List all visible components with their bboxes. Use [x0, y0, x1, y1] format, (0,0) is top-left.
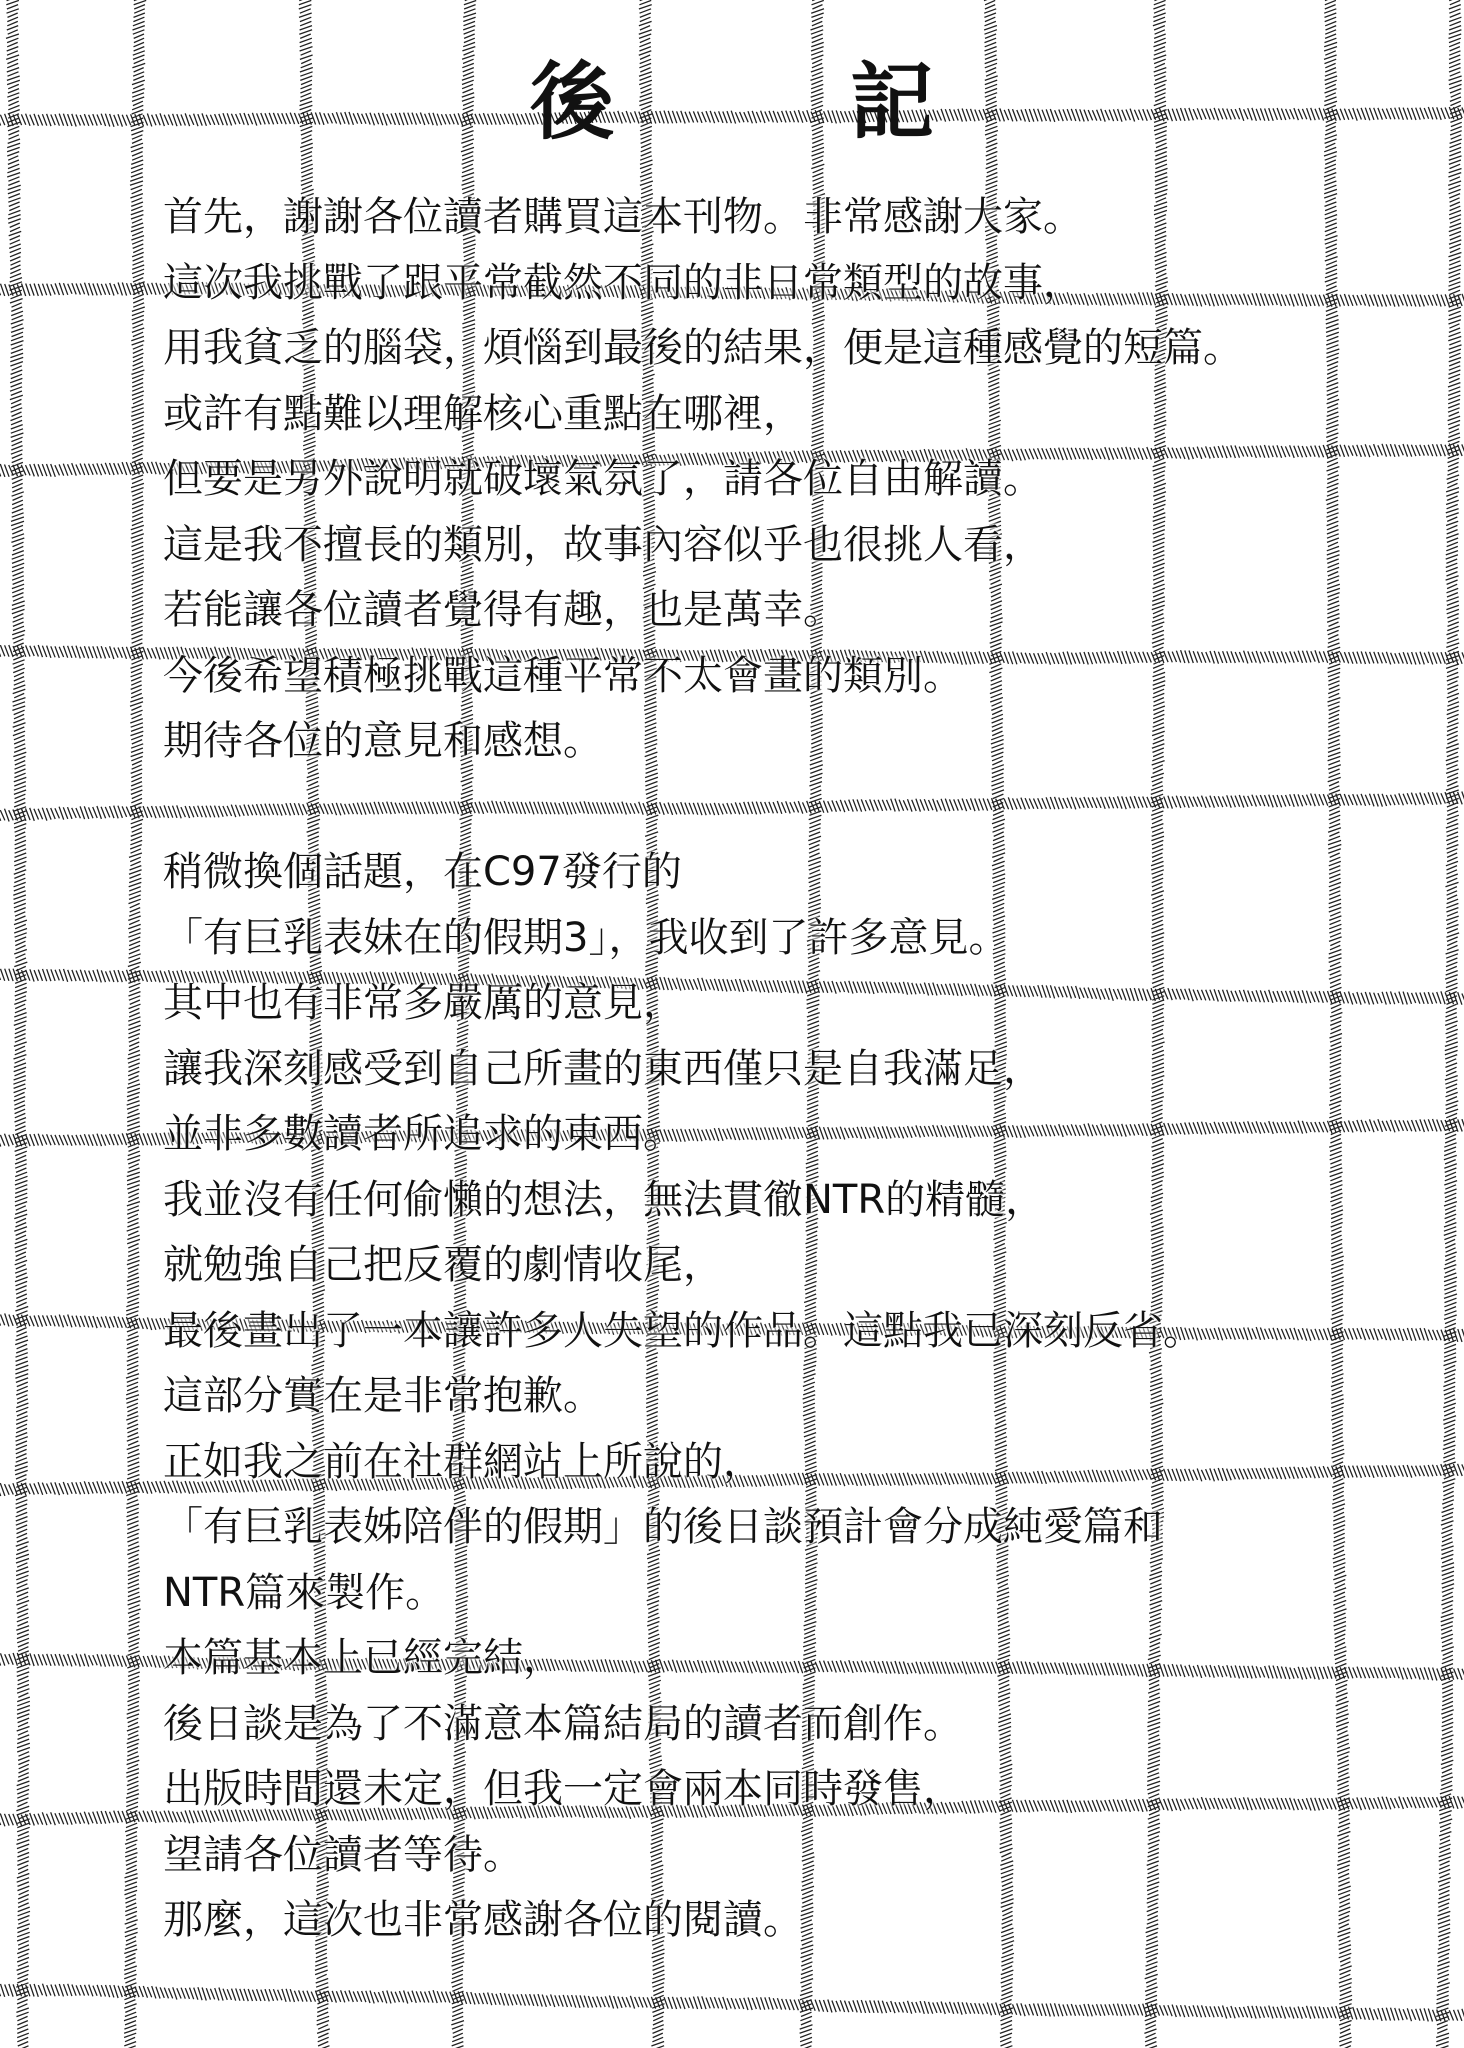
- text-line: 若能讓各位讀者覺得有趣，也是萬幸。: [163, 587, 843, 633]
- paragraph-1: [163, 185, 1403, 775]
- text-line: 最後畫出了一本讓許多人失望的作品。這點我已深刻反省。: [163, 1307, 1203, 1354]
- text-line: 但要是另外說明就破壞氣氛了，請各位自由解讀。: [163, 456, 1043, 502]
- paragraph-spacer: [163, 775, 1403, 841]
- text-line: 正如我之前在社群網站上所說的，: [163, 1438, 763, 1485]
- text-line: 就勉強自己把反覆的劇情收尾，: [163, 1242, 723, 1288]
- text-line: 用我貧乏的腦袋，煩惱到最後的結果，便是這種感覺的短篇。: [163, 325, 1243, 371]
- text-line: 那麼，這次也非常感謝各位的閱讀。: [163, 1897, 803, 1943]
- text-line: 並非多數讀者所追求的東西。: [163, 1111, 683, 1157]
- grid-line-vertical-stroke: [6, 0, 30, 2048]
- text-line: 望請各位讀者等待。: [163, 1831, 523, 1878]
- text-line: 我並沒有任何偷懶的想法，無法貫徹NTR的精髓，: [163, 1176, 1046, 1223]
- text-line: 稍微換個話題，在C97發行的: [163, 849, 682, 895]
- grid-line-vertical: [6, 0, 30, 2048]
- text-line: 期待各位的意見和感想。: [163, 718, 603, 764]
- text-line: 「有巨乳表姊陪伴的假期」的後日談預計會分成純愛篇和: [163, 1504, 1163, 1550]
- grid-line-vertical-stroke: [1436, 0, 1462, 2048]
- afterword-body: [163, 185, 1403, 1954]
- text-line: 或許有點難以理解核心重點在哪裡，: [163, 390, 803, 437]
- text-line: 出版時間還未定，但我一定會兩本同時發售，: [163, 1766, 963, 1812]
- grid-line-vertical: [1436, 0, 1462, 2048]
- text-line: 這部分實在是非常抱歉。: [163, 1373, 603, 1419]
- text-line: 今後希望積極挑戰這種平常不太會畫的類別。: [163, 652, 963, 699]
- text-line: 這次我挑戰了跟平常截然不同的非日常類型的故事，: [163, 259, 1083, 306]
- page-title: 後 記: [529, 53, 1010, 151]
- text-line: 讓我深刻感受到自己所畫的東西僅只是自我滿足，: [163, 1045, 1043, 1092]
- text-line: 後日談是為了不滿意本篇結局的讀者而創作。: [163, 1700, 963, 1747]
- grid-line-horizontal: [0, 1984, 1464, 2022]
- grid-line-vertical-stroke: [124, 0, 147, 2048]
- grid-line-horizontal-stroke: [0, 1984, 1464, 2022]
- text-line: 其中也有非常多嚴厲的意見，: [163, 980, 683, 1026]
- text-line: 首先，謝謝各位讀者購買這本刊物。非常感謝大家。: [163, 194, 1083, 240]
- text-line: NTR篇來製作。: [163, 1569, 446, 1616]
- paragraph-2: [163, 840, 1403, 1954]
- text-line: 本篇基本上已經完結，: [163, 1635, 563, 1681]
- grid-line-vertical: [124, 0, 147, 2048]
- text-line: 「有巨乳表妹在的假期3」，我收到了許多意見。: [163, 914, 1009, 961]
- text-line: 這是我不擅長的類別，故事內容似乎也很挑人看，: [163, 521, 1043, 568]
